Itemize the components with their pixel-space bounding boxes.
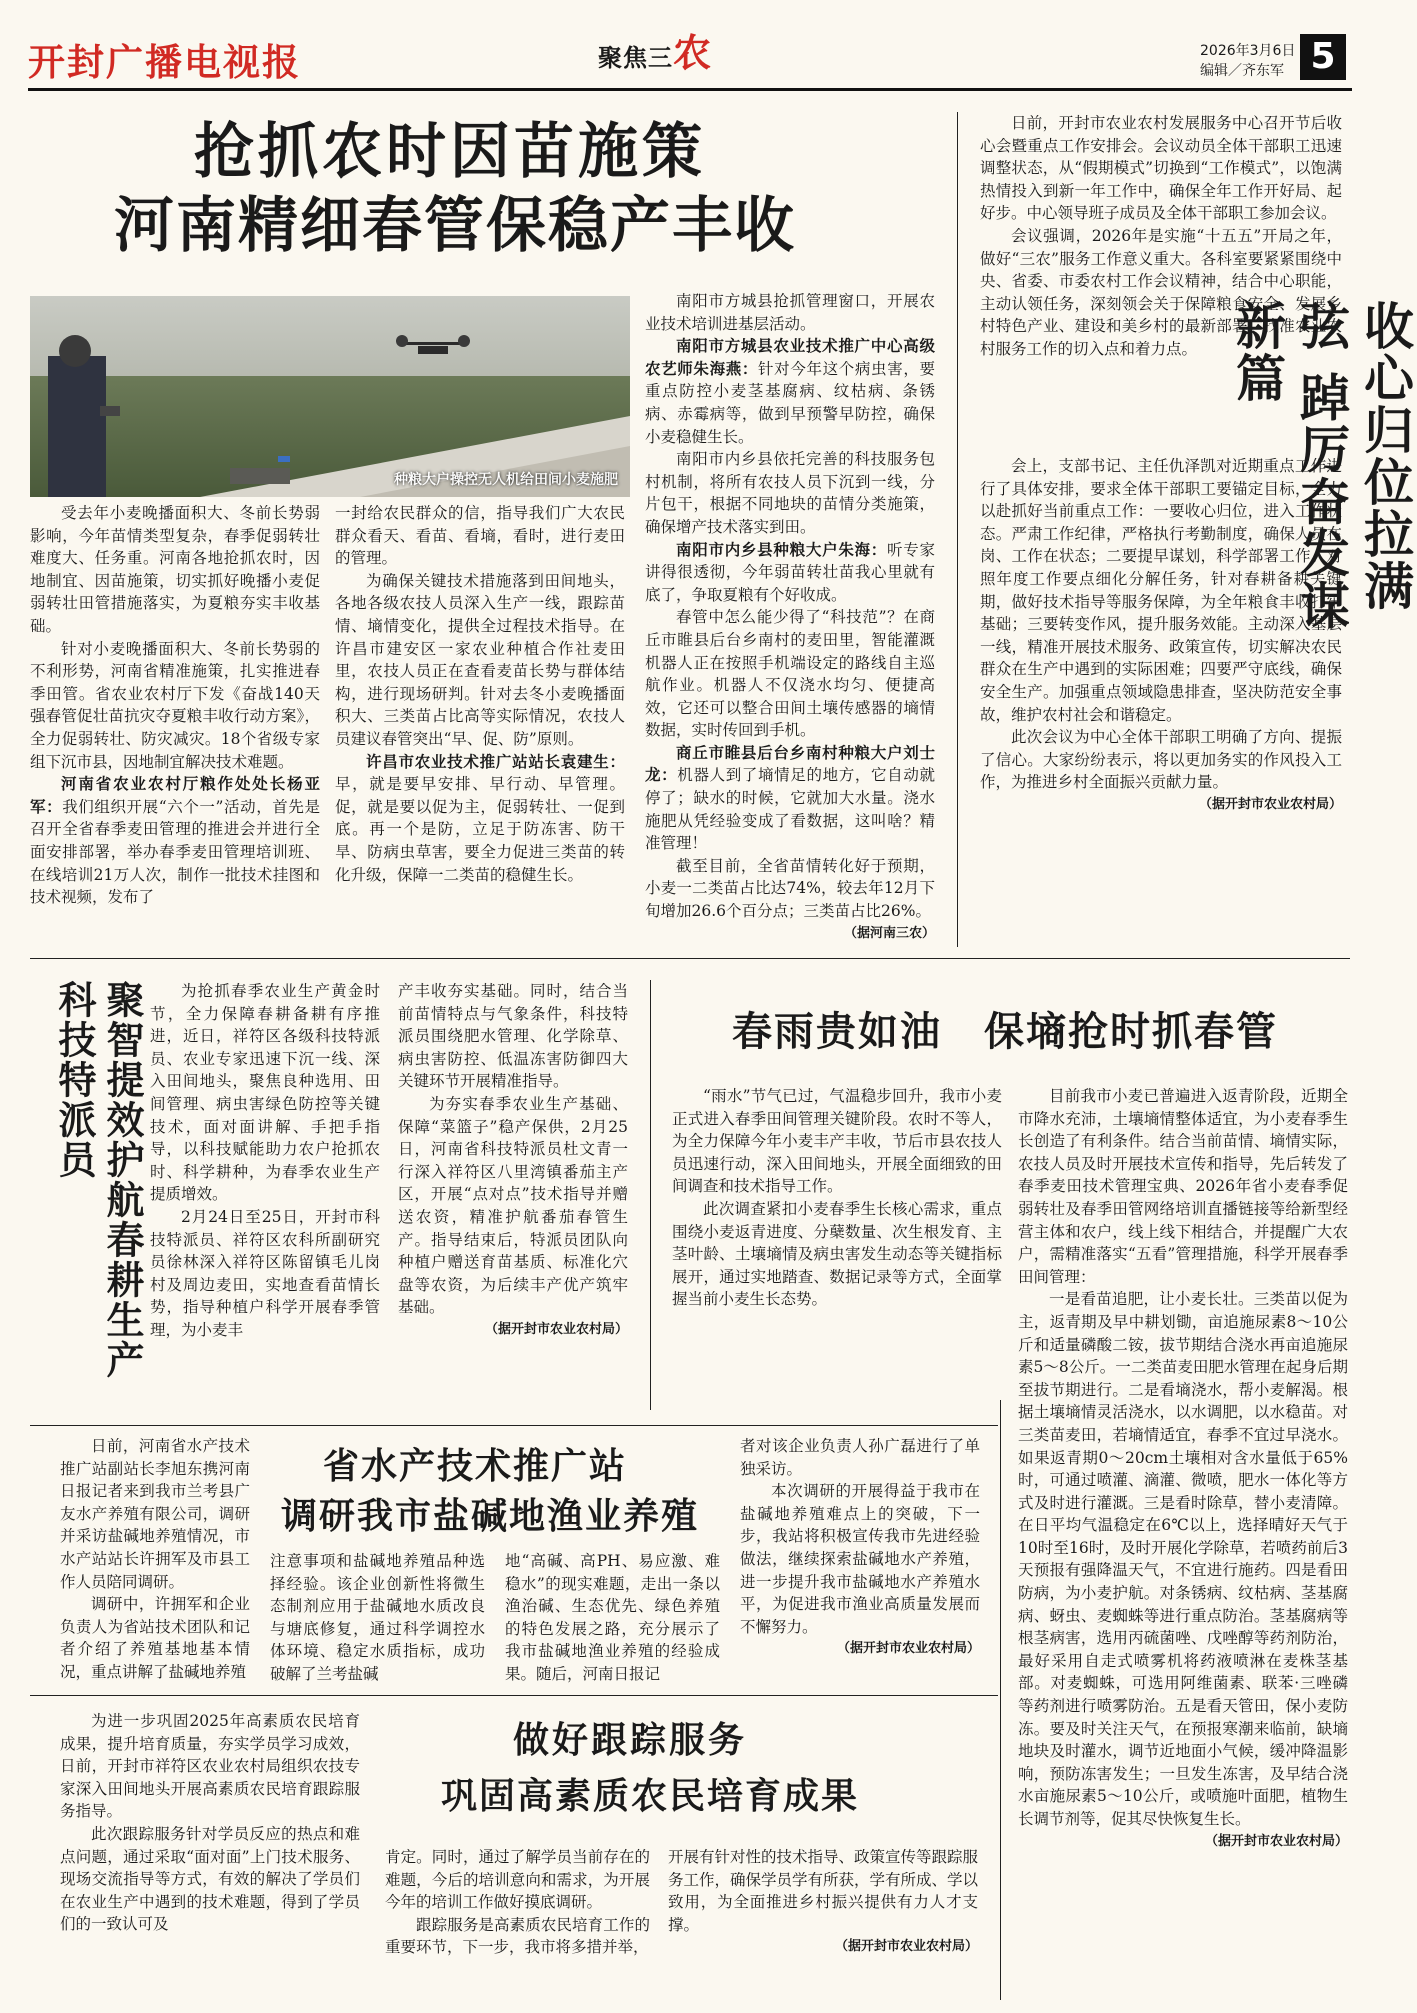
field-drone-image: [30, 296, 630, 497]
paragraph: 针对小麦晚播面积大、冬前长势弱的不利形势，河南省精准施策，扎实推进春季田管。省农业农村厅下发《奋战140天强春管促壮苗抗灾夺夏粮丰收行动方案》，全力促弱转壮、防灾减灾。18个省级专家组下沉市县，因地制宜解决技术难题。: [30, 639, 320, 771]
paragraph: 为进一步巩固2025年高素质农民培育成果，提升培育质量，夯实学员学习成效，日前，开封市祥符区农业农村局组织农技专家深入田间地头开展高素质农民培育跟踪服务指导。: [60, 1712, 360, 1821]
paragraph: 一是看苗追肥，让小麦长壮。三类苗以促为主，返青期及早中耕划锄，亩追施尿素8～10公斤和适量磷酸二铵，拔节期结合浇水再亩追施尿素5～8公斤。一二类苗麦田肥水管理在起身后期至拔节期进行。二是看墒浇水，帮小麦解渴。根据土壤墒情灵活浇水，以水调肥，以水稳苗。对三类苗麦田，若墒情适宜，春季不宜过早浇水。如果返青期0～20cm土壤相对含水量低于65%时，可通过喷灌、滴灌、微喷，肥水一体化等方式及时进行灌溉。三是看时除草，替小麦清障。在日平均气温稳定在6℃以上，选择晴好天气于10时至16时，及时开展化学除草，若喷药前后3天预报有强降温天气，不宜进行施药。四是看田防病，为小麦护航。对条锈病、纹枯病、茎基腐病、蚜虫、麦蜘蛛等进行重点防治。茎基腐病等根茎病害，选用丙硫菌唑、戊唑醇等药剂防治，最好采用自走式喷雾机将药液喷淋在麦株茎基部。对麦蜘蛛，可选用阿维菌素、联苯·三唑磷等药剂进行喷雾防治。五是看天管田，保小麦防冻。要及时关注天气，在预报寒潮来临前，缺墒地块及时灌水，调节近地面小气候，缓冲降温影响，预防冻害发生；一旦发生冻害，及早结合浇水亩施尿素5～10公斤，或喷施叶面肥，植物生长调节剂等，促其尽快恢复生长。: [1018, 1290, 1348, 1828]
paragraph: 肯定。同时，通过了解学员当前存在的难题，今后的培训意向和需求，为开展今年的培训工作做好摸底调研。: [385, 1848, 650, 1912]
article2-body: [980, 112, 1342, 361]
paragraph: 此次会议为中心全体干部职工明确了方向、提振了信心。大家纷纷表示，将以更加务实的作风投入工作，为推进乡村全面振兴贡献力量。: [980, 728, 1342, 792]
speaker-label: 南阳市方城县农业技术推广中心高级农艺师朱海燕：: [645, 336, 935, 378]
paragraph: 调研中，许拥军和企业负责人为省站技术团队和记者介绍了养殖基地基本情况，重点讲解了盐碱地养殖: [60, 1595, 250, 1681]
paragraph: 地“高碱、高PH、易应激、难稳水”的现实难题，走出一条以渔治碱、生态优先、绿色养殖的特色发展之路，充分展示了我市盐碱地渔业养殖的经验成果。随后，河南日报记: [505, 1552, 720, 1683]
article4-title: 春雨贵如油 保墒抢时抓春管: [732, 1008, 1278, 1055]
article3-col1: [150, 980, 380, 1342]
article5-title-line1: 省水产技术推广站: [322, 1445, 627, 1487]
paragraph: 南阳市方城县抢抓管理窗口，开展农业技术培训进基层活动。: [645, 292, 935, 333]
article1-photo: [30, 296, 630, 497]
paper-masthead: 开封广播电视报: [28, 40, 301, 84]
header-rule: [28, 88, 1352, 91]
paragraph: 早，就是要早安排、早行动、早管理。促，就是要以促为主，促弱转壮、一促到底。再一个是防，立足于防冻害、防干旱、防病虫草害，要全力促进三类苗的转化升级，保障一二类苗的稳健生长。: [335, 775, 625, 884]
speaker-label: 河南省农业农村厅粮作处处长杨亚军：: [30, 774, 320, 816]
article5-title-line2: 调研我市盐碱地渔业养殖: [280, 1495, 699, 1537]
paragraph: 会议强调，2026年是实施“十五五”开局之年，做好“三农”服务工作意义重大。各科室要紧紧围绕中央、省委、市委农村工作会议精神，结合中心职能，主动认领任务，深刻领会关于保障粮食安全、发展乡村特色产业、建设和美乡村的最新部署，找准农业农村服务工作的切入点和着力点。: [980, 226, 1342, 358]
paragraph: 机器人到了墒情足的地方，它自动就停了；缺水的时候，它就加大水量。浇水施肥从凭经验变成了看数据，这叫啥？精准管理！: [645, 766, 935, 853]
column-rule: [650, 980, 651, 1410]
article6-col1: [60, 1710, 360, 1936]
article6-title-line1: 做好跟踪服务: [512, 1719, 747, 1761]
column-rule: [957, 112, 958, 947]
paragraph: 受去年小麦晚播面积大、冬前长势弱影响，今年苗情类型复杂，春季促弱转壮难度大、任务重。河南各地抢抓农时，因地制宜、因苗施策，切实抓好晚播小麦促弱转壮田管措施落实，为夏粮夯实丰收基础。: [30, 504, 320, 635]
article2-body-lower: [980, 455, 1342, 817]
speaker-label: 南阳市内乡县种粮大户朱海：: [676, 539, 888, 559]
article4-col1: [672, 1085, 1002, 1311]
article5-col1: [60, 1435, 250, 1684]
paragraph: 本次调研的开展得益于我市在盐碱地养殖难点上的突破，下一步，我站将积极宣传我市先进经验做法，继续探索盐碱地水产养殖，进一步提升我市盐碱地水产养殖水平，为促进我市渔业高质量发展而不懈努力。: [740, 1482, 980, 1636]
article3-source: （据开封市农业农村局）: [484, 1321, 628, 1337]
article1-col2: [335, 502, 625, 886]
section-char: 农: [673, 30, 713, 75]
paragraph: 春管中怎么能少得了“科技范”？在商丘市睢县后台乡南村的麦田里，智能灌溉机器人正在按照手机端设定的路线自主巡航作业。机器人不仅浇水均匀、便捷高效，它还可以整合田间土壤传感器的墒情数据，实时传回到手机。: [645, 608, 935, 740]
section-prefix: 聚焦三: [598, 43, 673, 72]
article6-source: （据开封市农业农村局）: [834, 1939, 978, 1955]
article3-col2: [398, 980, 628, 1342]
paragraph: 2月24日至25日，开封市科技特派员、祥符区农科所副研究员徐林深入祥符区陈留镇毛儿岗村及周边麦田，实地查看苗情长势，指导种植户科学开展春季管理，为小麦丰: [150, 1207, 380, 1339]
article6-col3: [668, 1846, 978, 1959]
section-rule: [30, 1425, 998, 1426]
paragraph: “雨水”节气已过，气温稳步回升，我市小麦正式进入春季田间管理关键阶段。农时不等人，为全力保障今年小麦丰产丰收，节后市县农技人员迅速行动，深入田间地头，开展全面细致的田间调查和技术指导工作。: [672, 1087, 1002, 1196]
paragraph: 为抢抓春季农业生产黄金时节，全力保障春耕备耕有序推进，近日，祥符区各级科技特派员、农业专家迅速下沉一线、深入田间地头，聚焦良种选用、田间管理、病虫害绿色防控等关键技术，面对面讲解、手把手指导，以科技赋能助力农户抢抓农时、科学耕种，为春季农业生产提质增效。: [150, 982, 380, 1204]
section-rule: [30, 958, 1350, 959]
paragraph: 为夯实春季农业生产基础、保障“菜篮子”稳产保供，2月25日，河南省科技特派员杜文青一行深入祥符区八里湾镇番茄主产区，开展“点对点”技术指导并赠送农资，精准护航番茄春管生产。指导结束后，特派员团队向种植户赠送育苗基质、标准化穴盘等农资，为后续丰产优产筑牢基础。: [398, 1094, 628, 1317]
paragraph: 开展有针对性的技术指导、政策宣传等跟踪服务工作，确保学员学有所获，学有所成、学以致用，为全面推进乡村振兴提供有力人才支撑。: [668, 1848, 979, 1934]
article1-col1: [30, 502, 320, 909]
section-label: [598, 22, 712, 77]
paragraph: 为确保关键技术措施落到田间地头，各地各级农技人员深入生产一线，跟踪苗情、墒情变化，提供全过程技术指导。在许昌市建安区一家农业种植合作社麦田里，农技人员正在查看麦苗长势与群体结构，进行现场研判。针对去冬小麦晚播面积大、三类苗占比高等实际情况，农技人员建议春管突出“早、促、防”原则。: [335, 571, 625, 748]
article5-col3: [505, 1550, 720, 1686]
issue-date: 2026年3月6日: [1200, 43, 1296, 59]
paragraph: 会上，支部书记、主任仇泽凯对近期重点工作进行了具体安排，要求全体干部职工要锚定目标，全力以赴抓好当前重点工作：一要收心归位，进入工作状态。严肃工作纪律，严格执行考勤制度，确保人员在岗、工作在状态；二要提早谋划，科学部署工作。对照年度工作要点细化分解任务，针对春耕备耕关键期，做好技术指导等服务保障，为全年粮食丰收打牢基础；三要转变作风，提升服务效能。主动深入基层一线，精准开展技术服务、政策宣传，切实解决农民群众在生产中遇到的实际困难；四要严守底线，确保安全生产。加强重点领域隐患排查，坚决防范安全事故，维护农村社会和谐稳定。: [980, 457, 1342, 724]
article1-title-line2: 河南精细春管保稳产丰收: [114, 191, 796, 261]
article5-col2: [270, 1550, 485, 1686]
article5-source: （据开封市农业农村局）: [836, 1641, 980, 1657]
paragraph: 注意事项和盐碱地养殖品种选择经验。该企业创新性将微生态制剂应用于盐碱地水质改良与塘底修复，通过科学调控水体环境、稳定水质指标，成功破解了兰考盐碱: [270, 1552, 485, 1683]
paragraph: 此次调查紧扣小麦春季生长核心需求，重点围绕小麦返青进度、分蘖数量、次生根发育、主茎叶龄、土壤墒情及病虫害发生动态等关键指标展开，通过实地踏查、数据记录等方式，全面掌握当前小麦生长态势。: [672, 1199, 1002, 1309]
article1-title-line1: 抢抓农时因苗施策: [194, 117, 706, 187]
paragraph: 我们组织开展“六个一”活动，首先是召开全省春季麦田管理的推进会并进行全面安排部署，举办春季麦田管理培训班、在线培训21万人次，制作一批技术挂图和技术视频，发布了: [30, 797, 320, 907]
article1-col3: [645, 290, 935, 945]
paragraph: 此次跟踪服务针对学员反应的热点和难点问题，通过采取“面对面”上门技术服务、现场交流指导等方式，有效的解决了学员们在农业生产中遇到的技术难题，得到了学员们的一致认可及: [60, 1824, 360, 1934]
page-editor: 编辑／齐东军: [1200, 63, 1284, 79]
paragraph: 一封给农民群众的信，指导我们广大农民群众看天、看苗、看墒，看时，进行麦田的管理。: [335, 504, 625, 568]
paragraph: 听专家讲得很透彻，今年弱苗转壮苗我心里就有底了，争取夏粮有个好收成。: [645, 540, 935, 604]
article4-col2: [1018, 1085, 1348, 1853]
paragraph: 产丰收夯实基础。同时，结合当前苗情特点与气象条件，科技特派员围绕肥水管理、化学除草、病虫害防控、低温冻害防御四大关键环节开展精准指导。: [398, 982, 628, 1091]
paragraph: 目前我市小麦已普遍进入返青阶段，近期全市降水充沛，土壤墒情整体适宜，为小麦春季生长创造了有利条件。结合当前苗情、墒情实际，农技人员及时开展技术宣传和指导，先后转发了春季麦田技术管理宝典、2026年省小麦春季促弱转壮及春季田管网络培训直播链接等给新型经营主体和农户，线上线下相结合，并提醒广大农户，需精准落实“五看”管理措施，科学开展春季田间管理：: [1018, 1087, 1348, 1286]
photo-caption: 种粮大户操控无人机给田间小麦施肥: [394, 472, 618, 488]
paragraph: 日前，河南省水产技术推广站副站长李旭东携河南日报记者来到我市兰考县广友水产养殖有限公司，调研并采访盐碱地养殖情况，市水产站站长许拥军及市县工作人员陪同调研。: [60, 1437, 250, 1591]
paragraph: 南阳市内乡县依托完善的科技服务包村机制，将所有农技人员下沉到一线，分片包干，根据不同地块的苗情分类施策，确保增产技术落实到田。: [645, 450, 935, 536]
paragraph: 跟踪服务是高素质农民培育工作的重要环节，下一步，我市将多措并举，: [385, 1915, 650, 1957]
paragraph: 针对今年这个病虫害，要重点防控小麦茎基腐病、纹枯病、条锈病、赤霉病等，做到早预警早防控，确保小麦稳健生长。: [645, 359, 935, 446]
page-number: 5: [1300, 34, 1346, 80]
section-rule: [30, 1695, 998, 1696]
speaker-label: 商丘市睢县后台乡南村种粮大户刘士龙：: [645, 742, 935, 785]
article2-title: 收心归位拉满弦 踔厉奋发谋新篇: [1228, 300, 1415, 632]
paragraph: 者对该企业负责人孙广磊进行了单独采访。: [740, 1437, 980, 1478]
article6-title-line2: 巩固高素质农民培育成果: [440, 1775, 859, 1817]
paragraph: 截至目前，全省苗情转化好于预期，小麦一二类苗占比达74%，较去年12月下旬增加26.6个百分点；三类苗占比26%。: [645, 856, 935, 921]
article5-col4: [740, 1435, 980, 1661]
article6-col2: [385, 1846, 650, 1959]
paragraph: 日前，开封市农业农村发展服务中心召开节后收心会暨重点工作安排会。会议动员全体干部职工迅速调整状态，从“假期模式”切换到“工作模式”，以饱满热情投入到新一年工作中，确保全年工作开好局、起好步。中心领导班子成员及全体干部职工参加会议。: [980, 114, 1342, 223]
article1-source: （据河南三农）: [843, 925, 935, 941]
article2-source: （据开封市农业农村局）: [1198, 796, 1342, 812]
article4-source: （据开封市农业农村局）: [1204, 1833, 1348, 1849]
article3-title: 聚智提效护航春耕生产 科技特派员: [52, 980, 145, 1380]
column-rule: [1000, 1400, 1001, 2000]
speaker-label: 许昌市农业技术推广站站长袁建生：: [366, 751, 625, 771]
